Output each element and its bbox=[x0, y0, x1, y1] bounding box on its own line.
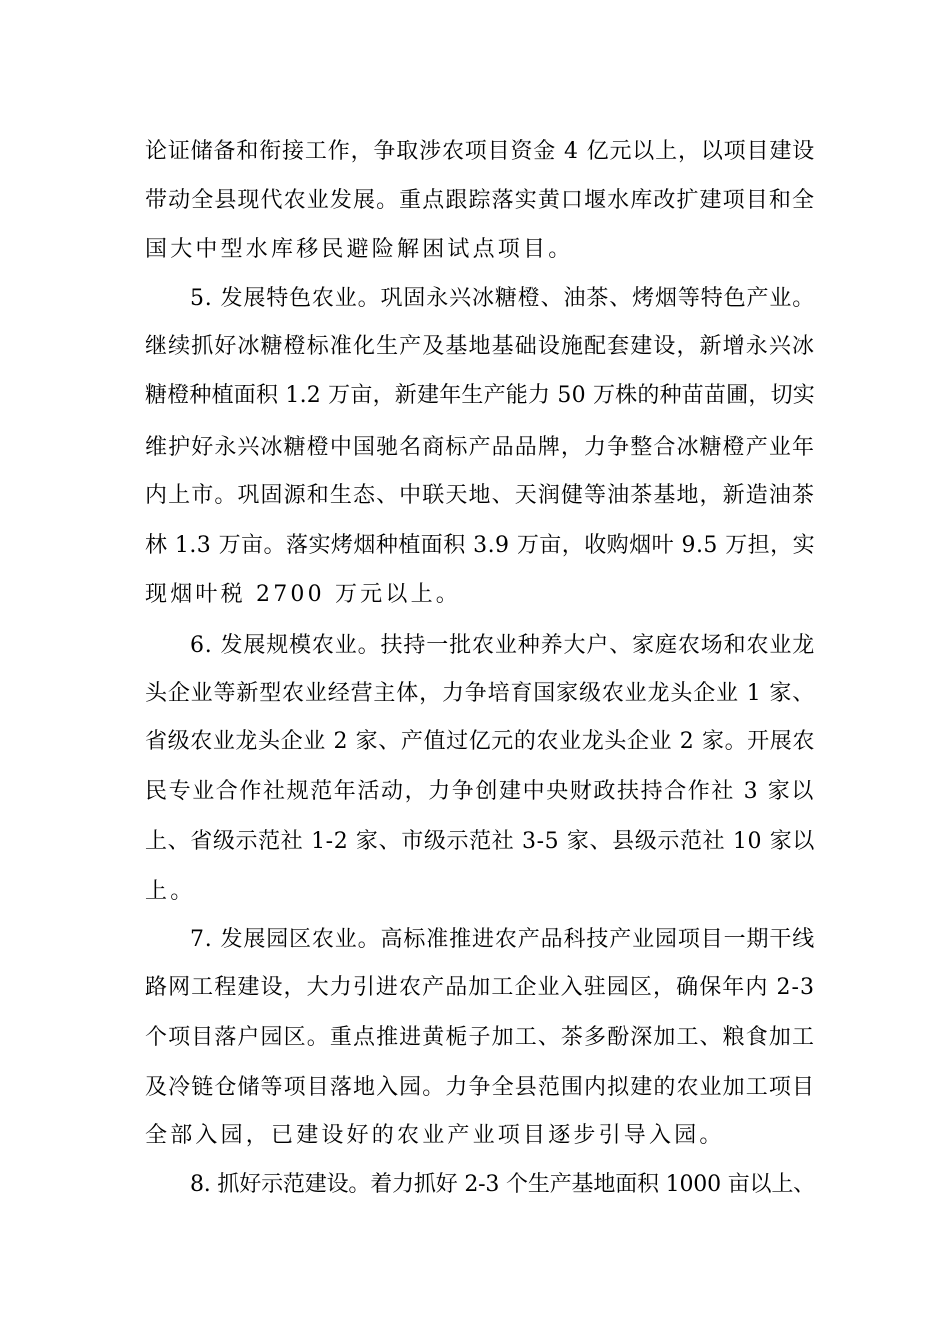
text-line: 上。 bbox=[145, 879, 196, 904]
text-line: 6. 发展规模农业。扶持一批农业种养大户、家庭农场和农业龙 bbox=[190, 633, 815, 658]
text-line: 全部入园，已建设好的农业产业项目逐步引导入园。 bbox=[145, 1123, 725, 1148]
text-line: 8. 抓好示范建设。着力抓好 2-3 个生产基地面积 1000 亩以上、 bbox=[190, 1172, 815, 1197]
text-line: 5. 发展特色农业。巩固永兴冰糖橙、油茶、烤烟等特色产业。 bbox=[190, 286, 815, 311]
text-line: 继续抓好冰糖橙标准化生产及基地基础设施配套建设，新增永兴冰 bbox=[145, 334, 815, 359]
text-line: 路网工程建设，大力引进农产品加工企业入驻园区，确保年内 2-3 bbox=[145, 975, 815, 1000]
text-line: 林 1.3 万亩。落实烤烟种植面积 3.9 万亩，收购烟叶 9.5 万担，实 bbox=[145, 533, 815, 558]
text-line: 及冷链仓储等项目落地入园。力争全县范围内拟建的农业加工项目 bbox=[145, 1075, 815, 1100]
text-line: 7. 发展园区农业。高标准推进农产品科技产业园项目一期干线 bbox=[190, 927, 815, 952]
text-line: 头企业等新型农业经营主体，力争培育国家级农业龙头企业 1 家、 bbox=[145, 681, 815, 706]
text-line: 个项目落户园区。重点推进黄栀子加工、茶多酚深加工、粮食加工 bbox=[145, 1025, 815, 1050]
text-line: 内上市。巩固源和生态、中联天地、天润健等油茶基地，新造油茶 bbox=[145, 483, 815, 508]
text-line: 维护好永兴冰糖橙中国驰名商标产品品牌，力争整合冰糖橙产业年 bbox=[145, 435, 815, 460]
text-line: 上、省级示范社 1-2 家、市级示范社 3-5 家、县级示范社 10 家以 bbox=[145, 829, 815, 854]
text-line: 国大中型水库移民避险解困试点项目。 bbox=[145, 237, 574, 262]
text-line: 带动全县现代农业发展。重点跟踪落实黄口堰水库改扩建项目和全 bbox=[145, 188, 815, 213]
text-line: 糖橙种植面积 1.2 万亩，新建年生产能力 50 万株的种苗苗圃，切实 bbox=[145, 383, 815, 408]
text-line: 论证储备和衔接工作，争取涉农项目资金 4 亿元以上，以项目建设 bbox=[145, 139, 815, 164]
text-line: 民专业合作社规范年活动，力争创建中央财政扶持合作社 3 家以 bbox=[145, 779, 815, 804]
text-line: 省级农业龙头企业 2 家、产值过亿元的农业龙头企业 2 家。开展农 bbox=[145, 729, 815, 754]
text-line: 现烟叶税 2700 万元以上。 bbox=[145, 582, 461, 607]
